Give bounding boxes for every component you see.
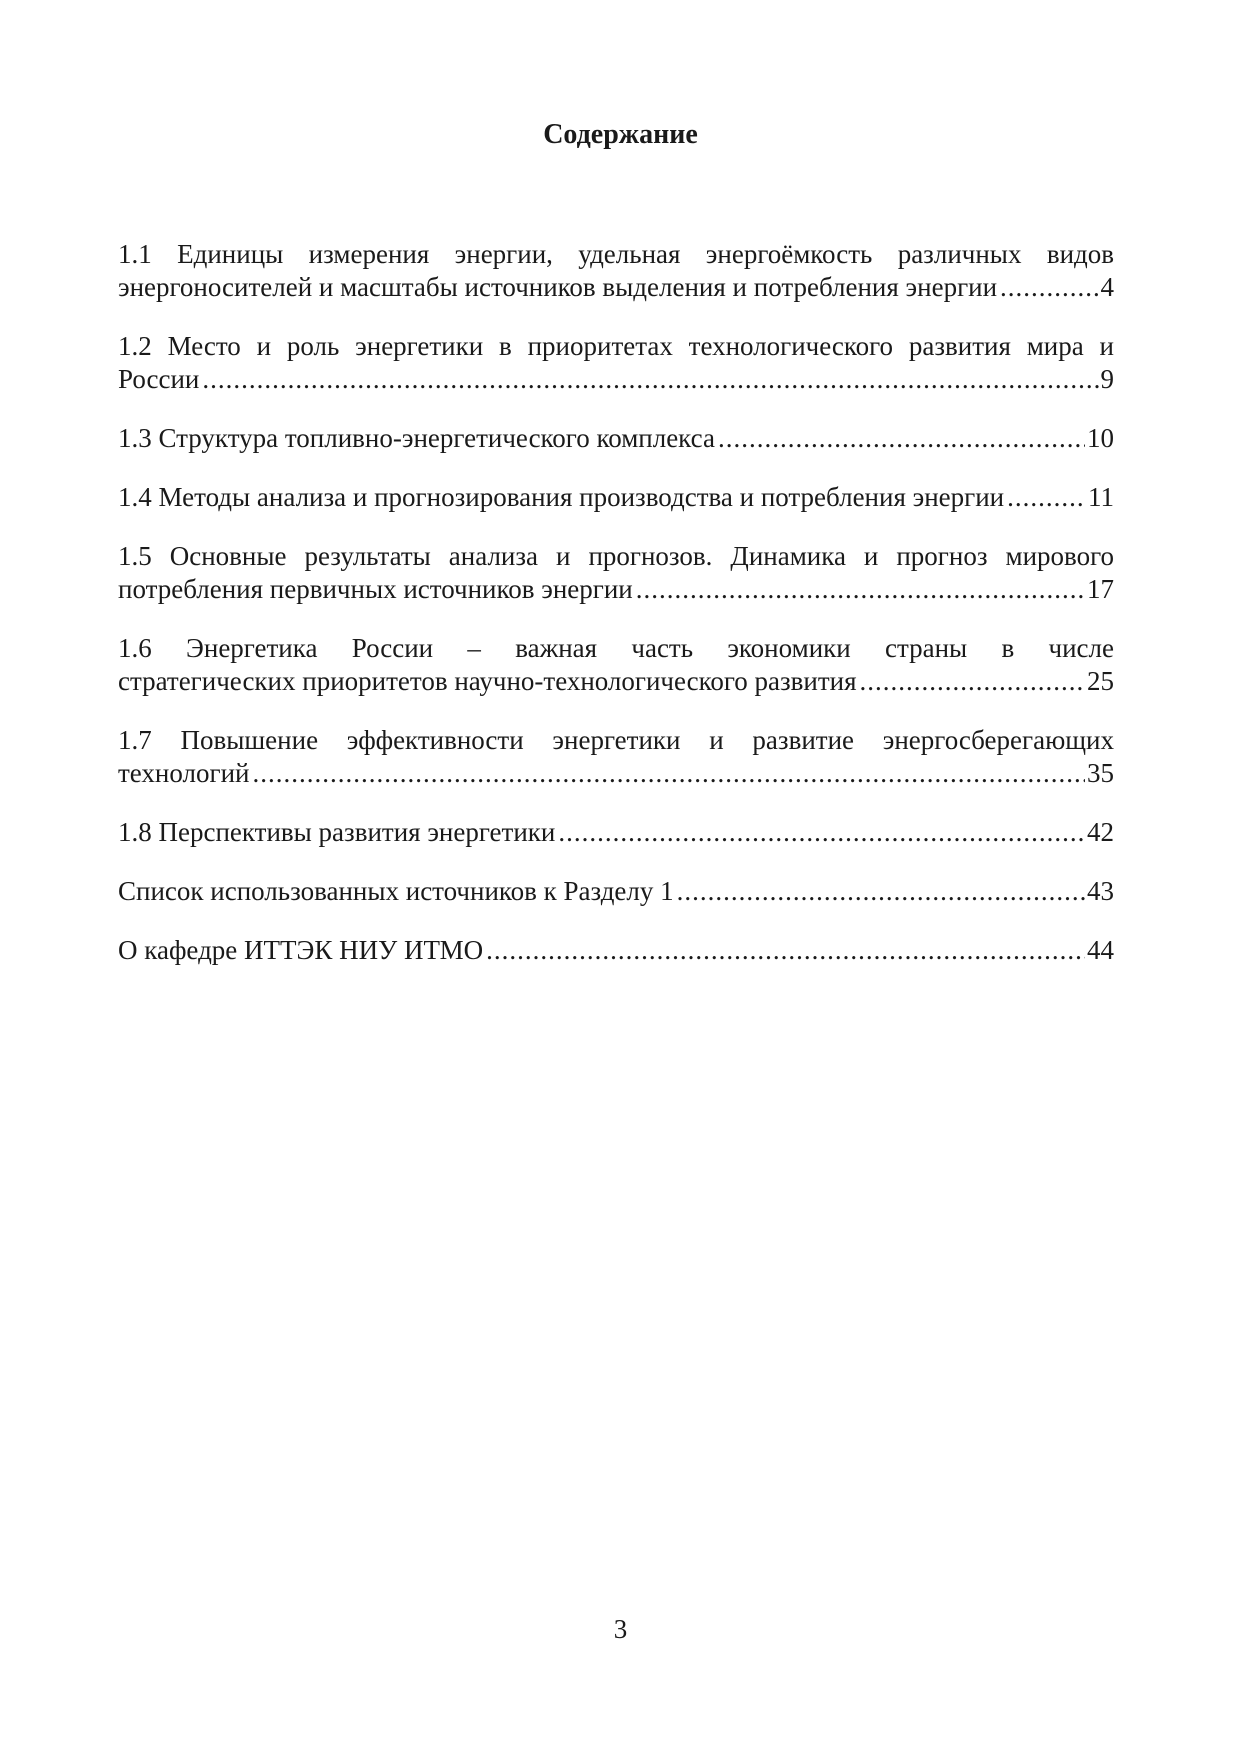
page-number: 3 [613,1614,628,1644]
toc-entry-about-department[interactable] [118,934,1114,967]
toc-entry-text: России [118,364,200,394]
toc-page-number: 10 [1087,423,1114,453]
dot-leader [486,934,1085,967]
toc-entry-1-5[interactable] [118,540,1114,606]
toc-page-number: 17 [1087,574,1114,604]
toc-entry-text: Список использованных источников к Разделу 1 [118,876,674,906]
toc-entry-text: 1.2 Место и роль энергетики в приоритетах технологического развития мира и [118,331,1114,361]
toc-entry-text: 1.4 Методы анализа и прогнозирования производства и потребления энергии [118,482,1005,512]
toc-entry-1-1[interactable] [118,238,1114,304]
toc-page-number: 35 [1087,758,1114,788]
dot-leader [718,422,1085,455]
toc-entry-text: О кафедре ИТТЭК НИУ ИТМО [118,935,484,965]
toc-entry-1-3[interactable] [118,422,1114,455]
toc-page-number: 42 [1087,817,1114,847]
dot-leader [202,363,1098,396]
toc-entry-text: технологий [118,758,250,788]
toc-page-number: 9 [1100,364,1114,394]
toc-entry-1-2[interactable] [118,330,1114,396]
toc-entry-1-7[interactable] [118,724,1114,790]
toc-entry-text: 1.5 Основные результаты анализа и прогнозов. Динамика и прогноз мирового [118,541,1114,571]
dot-leader [252,757,1085,790]
toc-entry-text: стратегических приоритетов научно-технологического развития [118,666,857,696]
toc-page-number: 44 [1087,935,1114,965]
toc-entry-1-8[interactable] [118,816,1114,849]
dot-leader [1007,481,1086,514]
dot-leader [558,816,1085,849]
dot-leader [860,665,1085,698]
dot-leader [1000,271,1098,304]
toc-page-number: 11 [1088,482,1114,512]
dot-leader [677,875,1085,908]
toc-entry-text: 1.1 Единицы измерения энергии, удельная энергоёмкость различных видов [118,239,1114,269]
toc-entry-1-6[interactable] [118,632,1114,698]
toc-entry-text: энергоносителей и масштабы источников выделения и потребления энергии [118,272,998,302]
toc-entry-text: 1.8 Перспективы развития энергетики [118,817,556,847]
toc-entry-text: потребления первичных источников энергии [118,574,633,604]
page-title: Содержание [543,119,698,150]
toc-entry-text: 1.6 Энергетика России – важная часть экономики страны в числе [118,633,1114,663]
toc-entry-text: 1.7 Повышение эффективности энергетики и развитие энергосберегающих [118,725,1114,755]
toc-entry-1-4[interactable] [118,481,1114,514]
dot-leader [636,573,1085,606]
toc-page-number: 25 [1087,666,1114,696]
toc-entry-text: 1.3 Структура топливно-энергетического комплекса [118,423,715,453]
toc-page-number: 43 [1087,876,1114,906]
toc-page-number: 4 [1100,272,1114,302]
toc-entry-references[interactable] [118,875,1114,908]
table-of-contents [118,238,1114,993]
